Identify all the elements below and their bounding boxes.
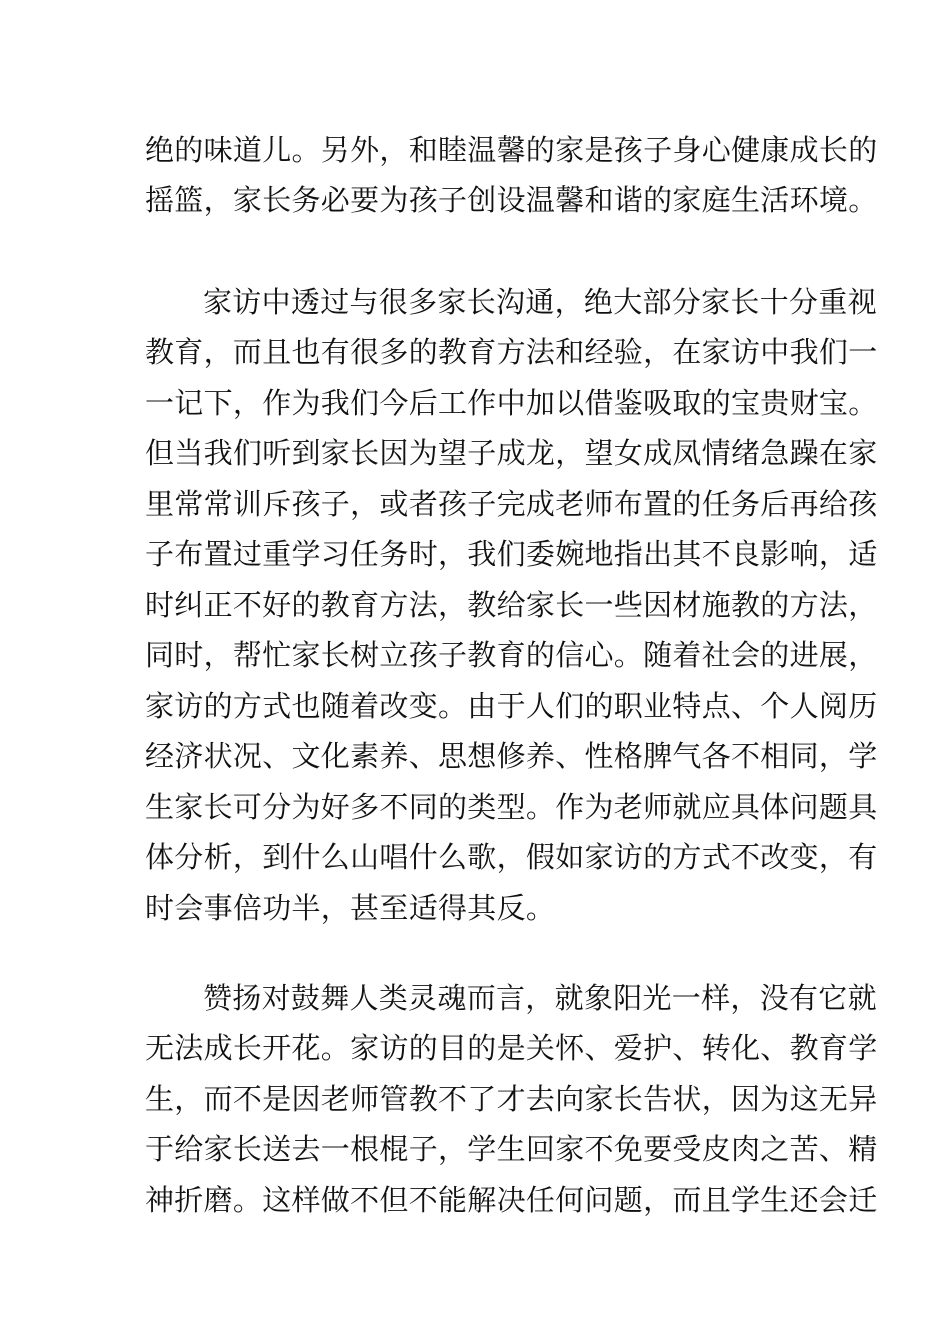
text-line: 绝的味道儿。另外，和睦温馨的家是孩子身心健康成长的 [145,133,878,167]
text-line: 赞扬对鼓舞人类灵魂而言，就象阳光一样，没有它就 [203,981,877,1015]
text-line: 生家长可分为好多不同的类型。作为老师就应具体问题具 [145,790,878,824]
text-line: 时纠正不好的教育方法，教给家长一些因材施教的方法， [145,588,878,622]
text-line: 于给家长送去一根棍子，学生回家不免要受皮肉之苦、精 [145,1132,878,1166]
text-line: 无法成长开花。家访的目的是关怀、爱护、转化、教育学 [145,1031,878,1065]
text-line: 同时，帮忙家长树立孩子教育的信心。随着社会的进展， [145,638,878,672]
text-line: 经济状况、文化素养、思想修养、性格脾气各不相同，学 [145,739,878,773]
text-line: 但当我们听到家长因为望子成龙，望女成凤情绪急躁在家 [145,436,878,470]
text-line: 体分析，到什么山唱什么歌，假如家访的方式不改变，有 [145,840,878,874]
text-line: 家访中透过与很多家长沟通，绝大部分家长十分重视 [203,285,877,319]
text-line: 一记下，作为我们今后工作中加以借鉴吸取的宝贵财宝。 [145,386,878,420]
text-line: 神折磨。这样做不但不能解决任何问题，而且学生还会迁 [145,1183,878,1217]
text-line: 摇篮，家长务必要为孩子创设温馨和谐的家庭生活环境。 [145,183,878,217]
text-line: 子布置过重学习任务时，我们委婉地指出其不良影响，适 [145,537,878,571]
text-line: 里常常训斥孩子，或者孩子完成老师布置的任务后再给孩 [145,487,878,521]
text-line: 教育，而且也有很多的教育方法和经验，在家访中我们一 [145,335,878,369]
text-line: 时会事倍功半，甚至适得其反。 [145,891,556,925]
text-line: 家访的方式也随着改变。由于人们的职业特点、个人阅历 [145,689,878,723]
text-line: 生，而不是因老师管教不了才去向家长告状，因为这无异 [145,1082,878,1116]
